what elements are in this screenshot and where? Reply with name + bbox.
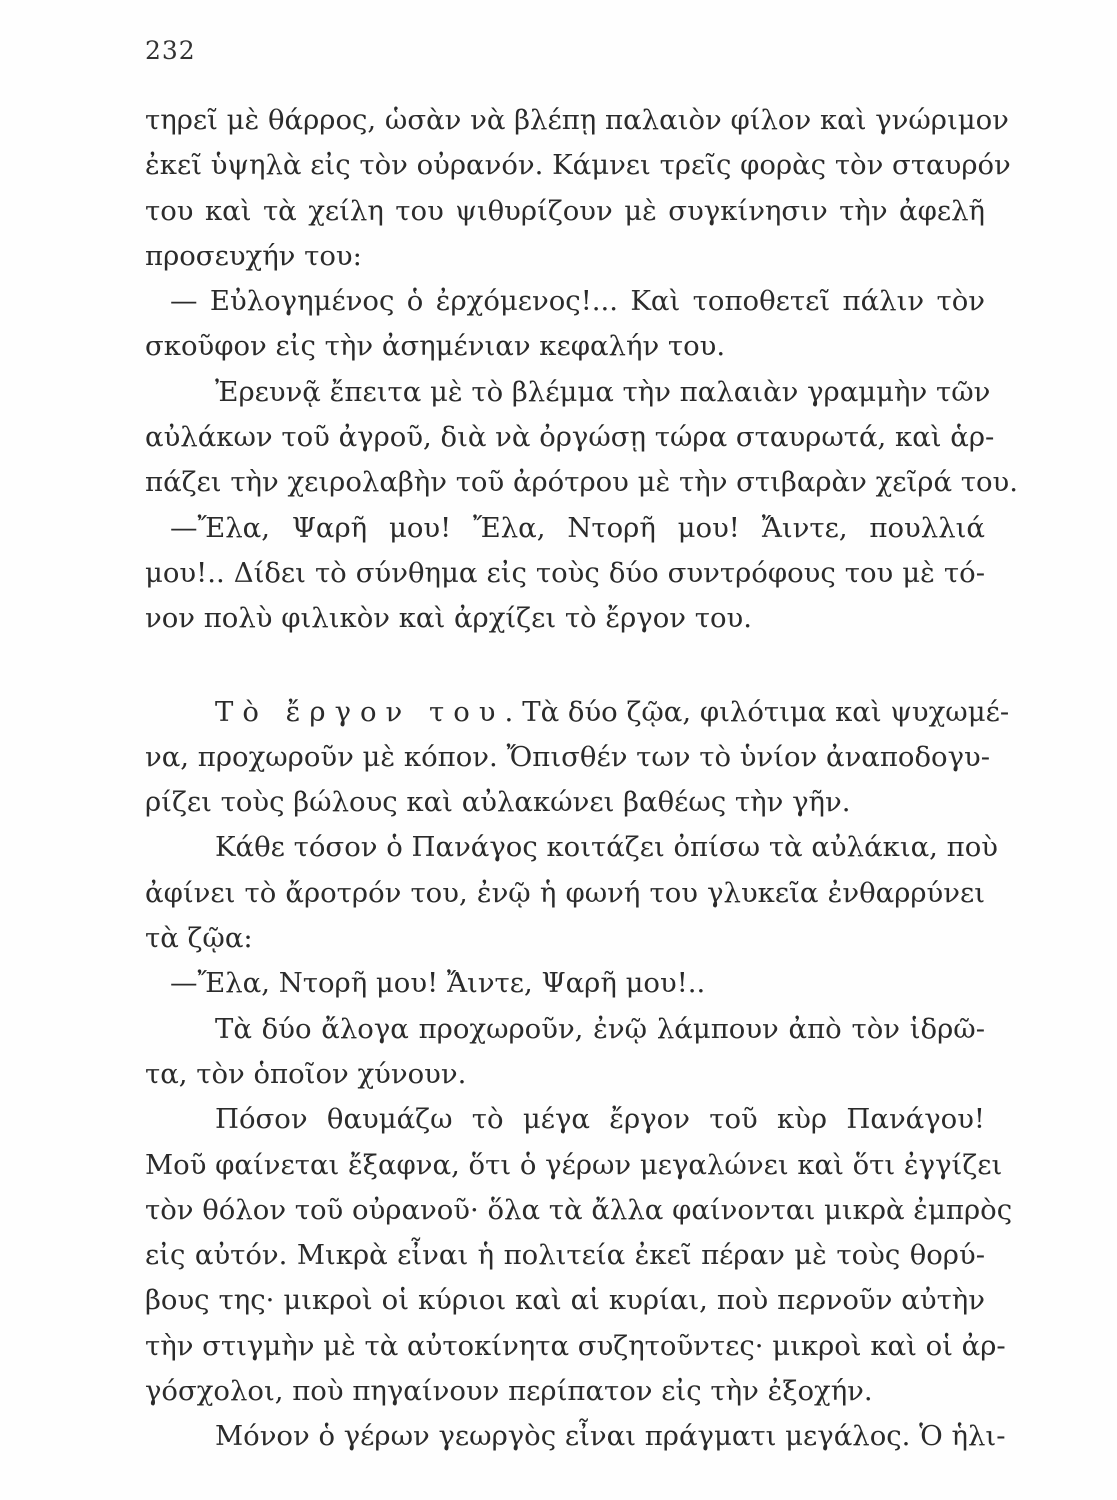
text-line: ἀφίνει τὸ ἄροτρόν του, ἐνῷ ἡ φωνή του γλυκεῖα ἐνθαρρύνει: [145, 876, 985, 909]
text-line: Μόνον ὁ γέρων γεωργὸς εἶναι πράγματι μεγάλος. Ὁ ἡλι-: [215, 1420, 1006, 1453]
text-line: τα, τὸν ὁποῖον χύνουν.: [145, 1057, 467, 1090]
text-line: Κάθε τόσον ὁ Πανάγος κοιτάζει ὀπίσω τὰ αὐλάκια, ποὺ: [215, 831, 999, 864]
text-line: προσευχήν του:: [145, 239, 362, 272]
text-line: — Εὐλογημένος ὁ ἐρχόμενος!... Καὶ τοποθετεῖ πάλιν τὸν: [170, 285, 985, 318]
text-line: —Ἔλα, Ντορῆ μου! Ἄιντε, Ψαρῆ μου!..: [170, 967, 706, 1000]
text-line: εἰς αὐτόν. Μικρὰ εἶναι ἡ πολιτεία ἐκεῖ πέραν μὲ τοὺς θορύ-: [145, 1239, 985, 1272]
text-line: ἐκεῖ ὑψηλὰ εἰς τὸν οὐρανόν. Κάμνει τρεῖς φορὰς τὸν σταυρόν: [145, 149, 1011, 182]
section-heading: Τὸ ἔργον του.: [215, 695, 523, 728]
text-line: [145, 690, 1010, 735]
text-line: του καὶ τὰ χείλη του ψιθυρίζουν μὲ συγκίνησιν τὴν ἀφελῆ: [145, 194, 985, 227]
text-line: βους της· μικροὶ οἱ κύριοι καὶ αἱ κυρίαι, ποὺ περνοῦν αὐτὴν: [145, 1284, 985, 1317]
text-line: τὸν θόλον τοῦ οὐρανοῦ· ὅλα τὰ ἄλλα φαίνονται μικρὰ ἐμπρὸς: [145, 1193, 1013, 1226]
page-number: 232: [145, 36, 196, 65]
text-line: μου!.. Δίδει τὸ σύνθημα εἰς τοὺς δύο συντρόφους του μὲ τό-: [145, 556, 985, 589]
text-line: Πόσον θαυμάζω τὸ μέγα ἔργον τοῦ κὺρ Πανάγου!: [215, 1103, 985, 1136]
text-line: τὴν στιγμὴν μὲ τὰ αὐτοκίνητα συζητοῦντες· μικροὶ καὶ οἱ ἀρ-: [145, 1329, 1006, 1362]
text-line: τὰ ζῷα:: [145, 922, 253, 955]
text-line: νον πολὺ φιλικὸν καὶ ἀρχίζει τὸ ἔργον του.: [145, 602, 752, 635]
text-line: πάζει τὴν χειρολαβὴν τοῦ ἀρότρου μὲ τὴν στιβαρὰν χεῖρά του.: [145, 466, 1018, 499]
text-line: Τὰ δύο ἄλογα προχωροῦν, ἐνῷ λάμπουν ἀπὸ τὸν ἱδρῶ-: [215, 1012, 985, 1045]
section-gap: [145, 642, 985, 690]
text-line: Ἐρευνᾷ ἔπειτα μὲ τὸ βλέμμα τὴν παλαιὰν γραμμὴν τῶν: [215, 375, 991, 408]
text-line: σκοῦφον εἰς τὴν ἀσημένιαν κεφαλήν του.: [145, 330, 726, 363]
text-line-rest: Τὰ δύο ζῷα, φιλότιμα καὶ ψυχωμέ-: [522, 695, 1010, 728]
text-line: γόσχολοι, ποὺ πηγαίνουν περίπατον εἰς τὴν ἐξοχήν.: [145, 1375, 873, 1408]
text-line: —Ἔλα, Ψαρῆ μου! Ἔλα, Ντορῆ μου! Ἄιντε, πουλλιά: [170, 511, 985, 544]
text-line: ρίζει τοὺς βώλους καὶ αὐλακώνει βαθέως τὴν γῆν.: [145, 786, 851, 819]
text-line: να, προχωροῦν μὲ κόπον. Ὄπισθέν των τὸ ὑνίον ἀναποδογυ-: [145, 740, 991, 773]
text-line: Μοῦ φαίνεται ἔξαφνα, ὅτι ὁ γέρων μεγαλώνει καὶ ὅτι ἐγγίζει: [145, 1148, 1003, 1181]
text-line: αὐλάκων τοῦ ἀγροῦ, διὰ νὰ ὀργώσῃ τώρα σταυρωτά, καὶ ἁρ-: [145, 421, 995, 454]
body-text: [145, 98, 1018, 1460]
text-line: τηρεῖ μὲ θάρρος, ὡσὰν νὰ βλέπῃ παλαιὸν φίλον καὶ γνώριμον: [145, 104, 1009, 136]
